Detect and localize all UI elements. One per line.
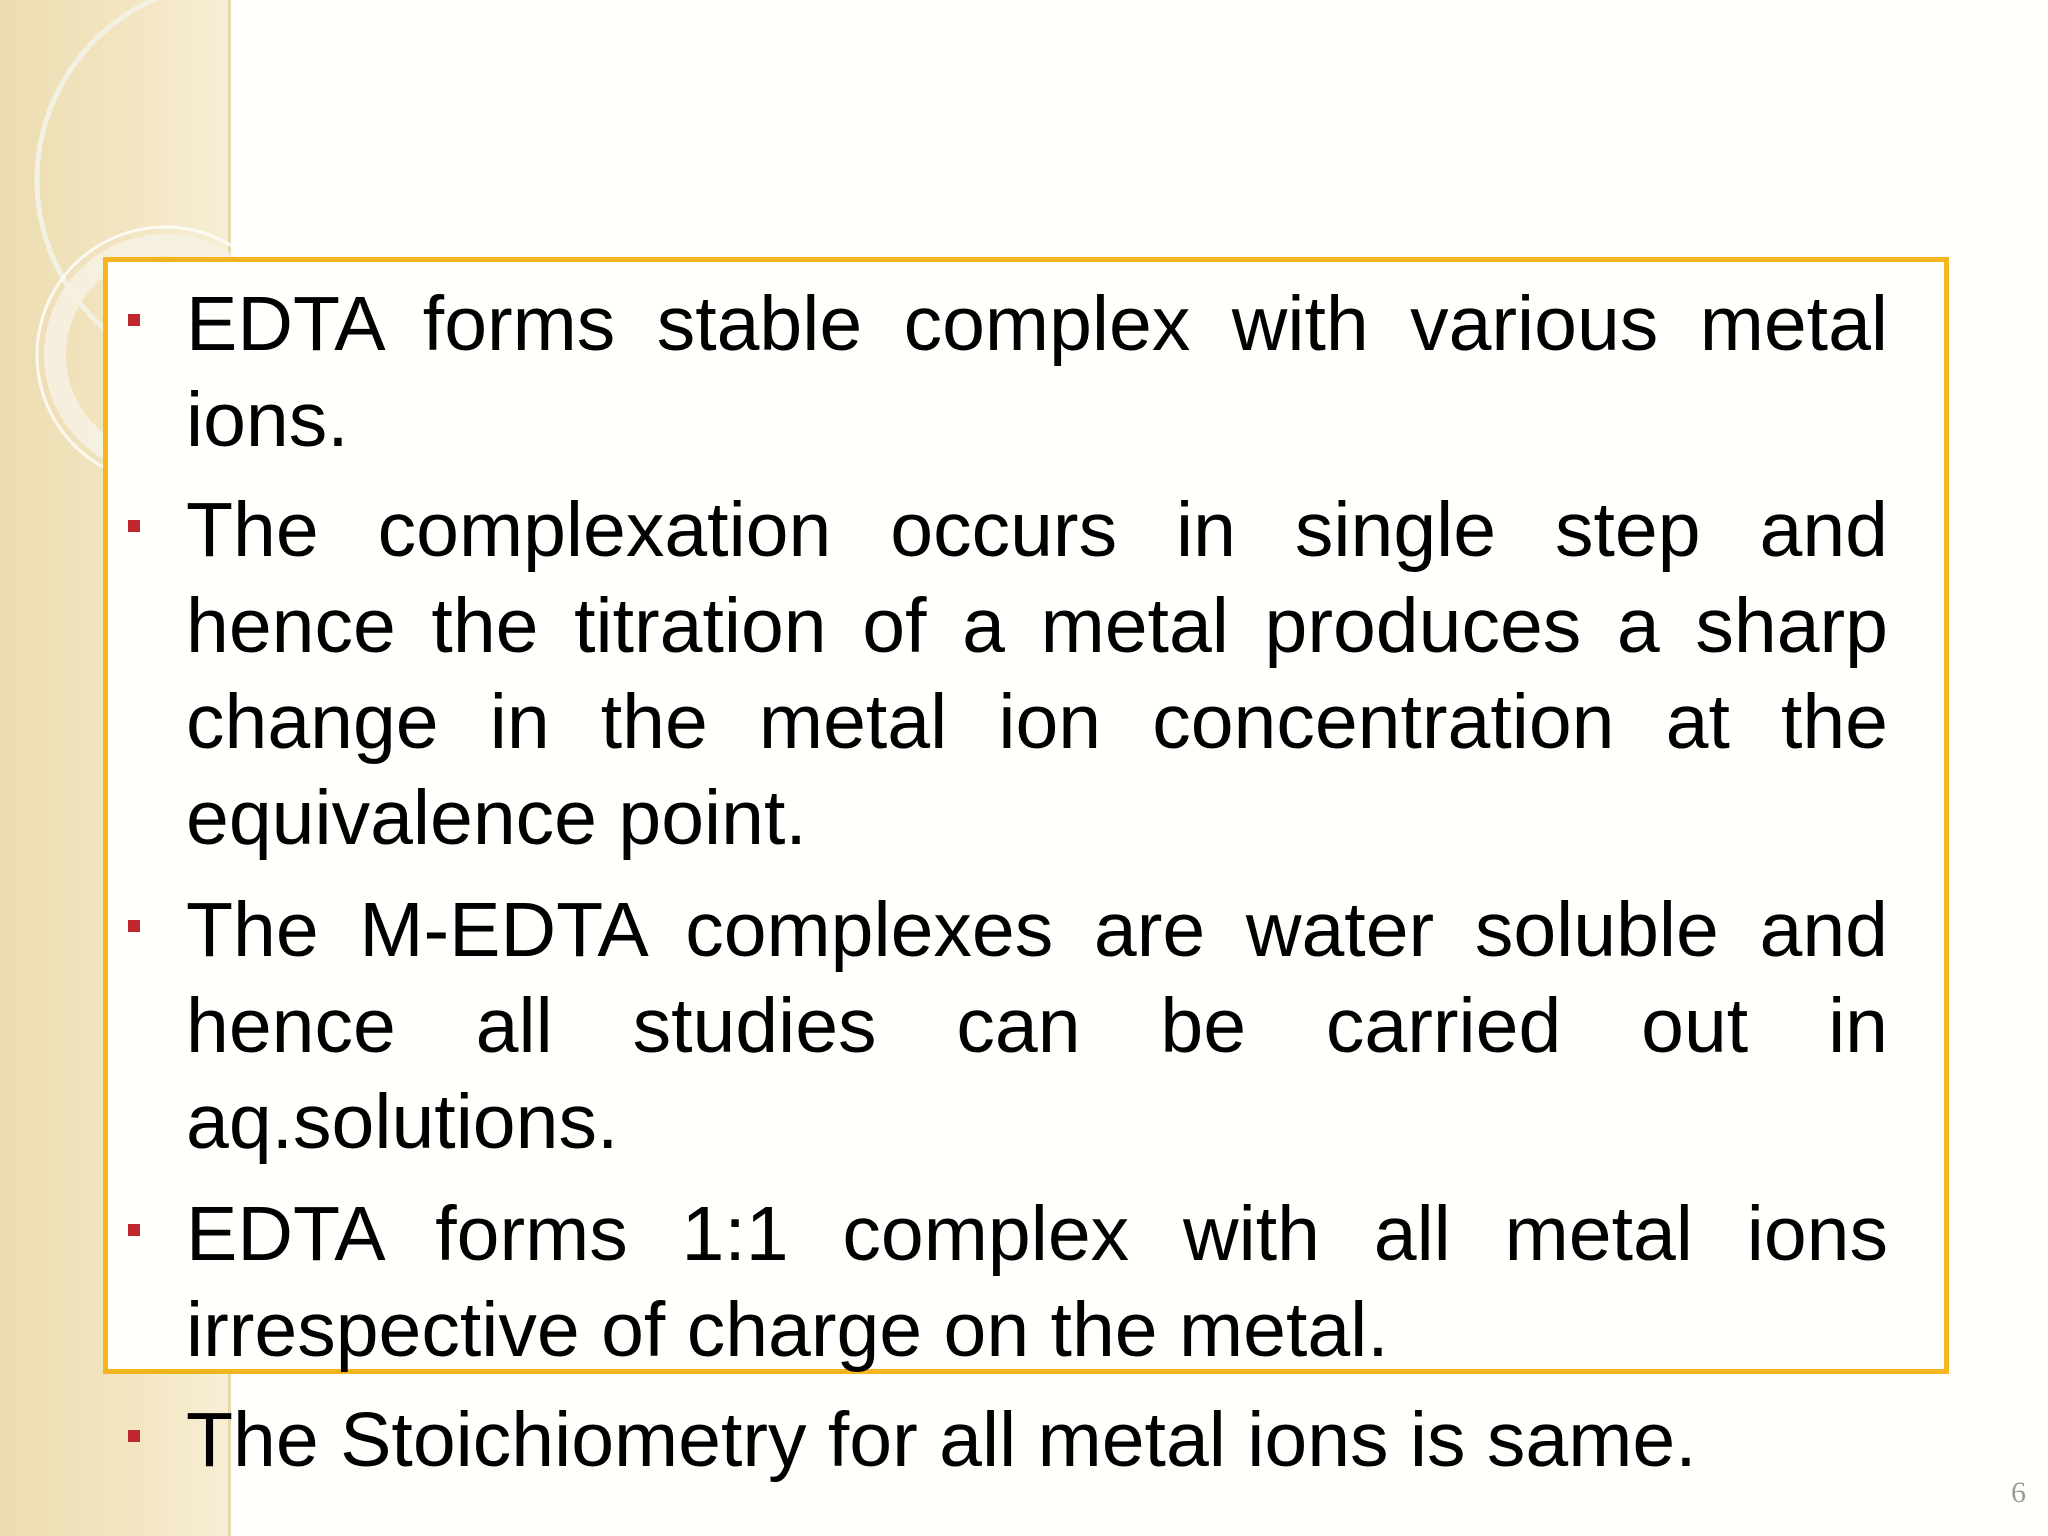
bullet-text: The Stoichiometry for all metal ions is same.	[186, 1397, 1697, 1483]
bullet-square-icon	[128, 520, 140, 532]
bullet-square-icon	[128, 920, 140, 932]
bullet-text: EDTA forms 1:1 complex with all metal ions irrespective of charge on the metal.	[186, 1191, 1888, 1373]
bullet-square-icon	[128, 1430, 140, 1442]
bullet-square-icon	[128, 1224, 140, 1236]
bullet-text: The complexation occurs in single step and hence the titration of a metal produces a sharp change in the metal ion concentration at the equivalence point.	[186, 487, 1888, 861]
bullet-text: EDTA forms stable complex with various metal ions.	[186, 281, 1888, 463]
slide-number: 6	[2011, 1476, 2026, 1509]
bullet-text: The M-EDTA complexes are water soluble and hence all studies can be carried out in aq.solutions.	[186, 887, 1888, 1165]
bullet-square-icon	[128, 314, 140, 326]
